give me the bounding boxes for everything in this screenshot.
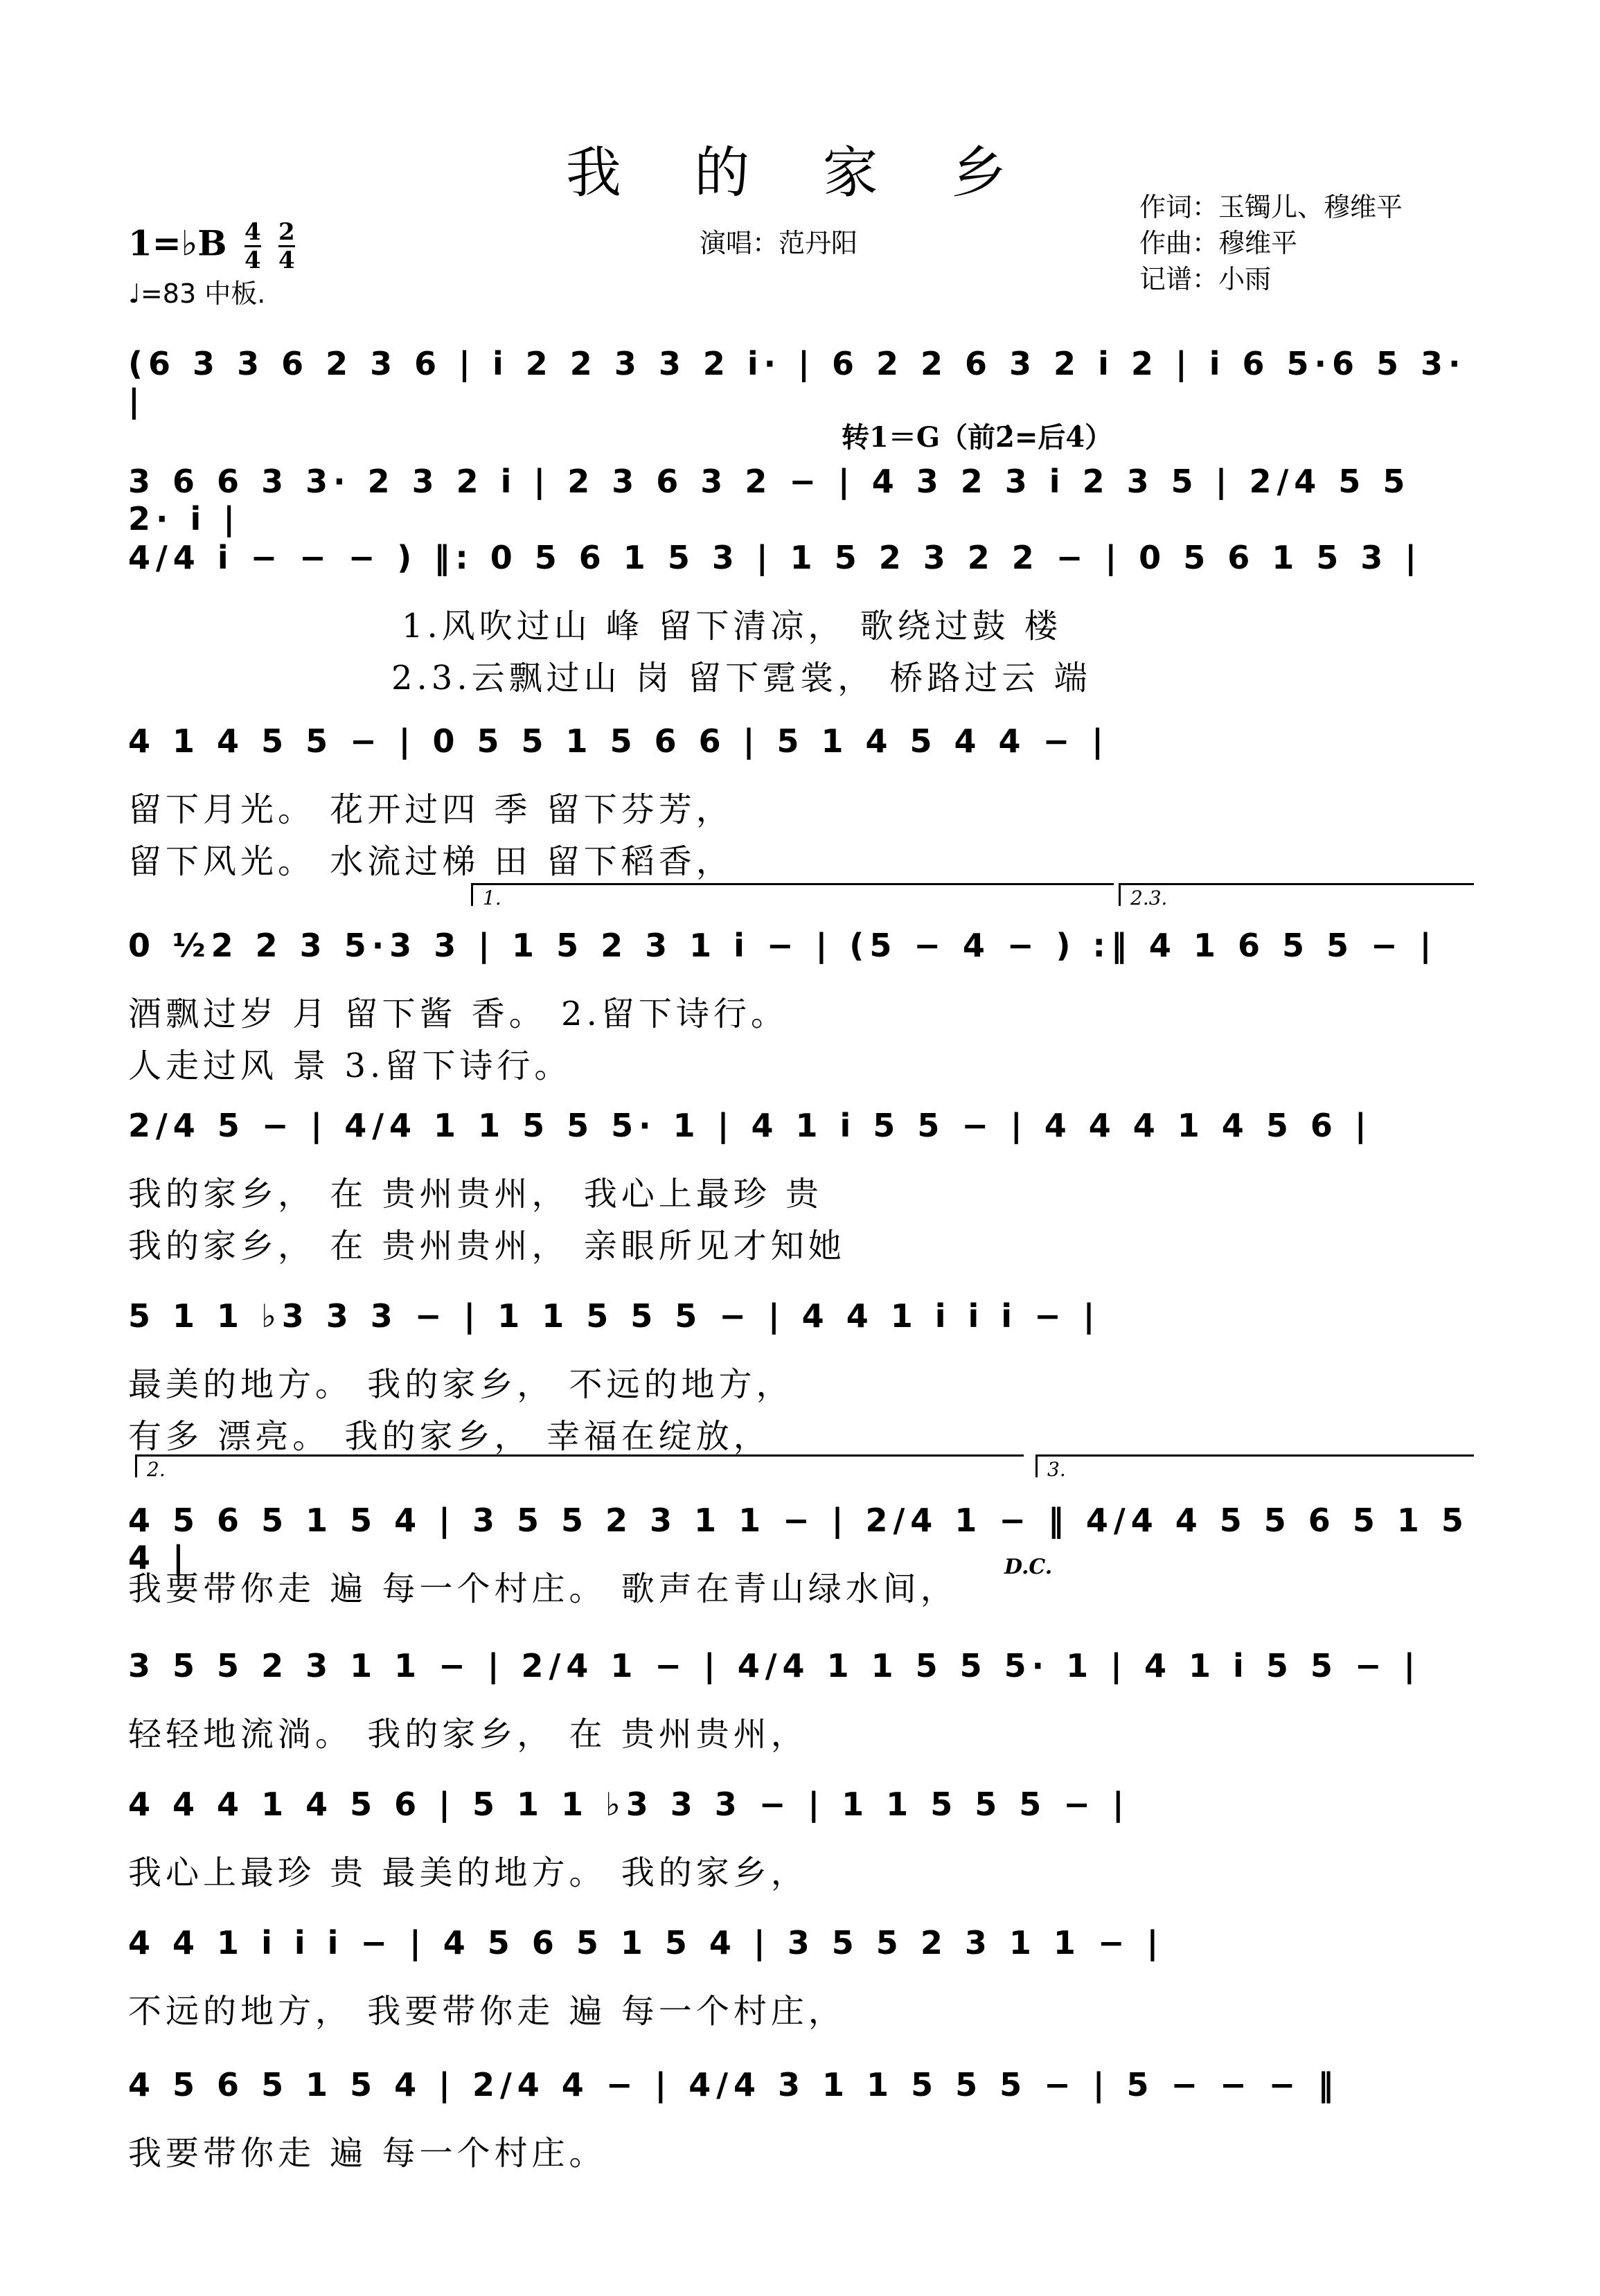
time-signature-4-4: $\frac{4}{4}$ (244, 218, 261, 274)
notation-line: 4 1 4 5 5 − | 0 5 5 1 5 6 6 | 5 1 4 5 4 4 − | (128, 722, 1109, 760)
score-line-12 (128, 2061, 1472, 2171)
composer-credit: 作曲：穆维平 (1139, 228, 1298, 258)
volta-2-3: 2.3. (1119, 883, 1474, 906)
volta-3: 3. (1035, 1454, 1474, 1477)
time-signature-2-4: $\frac{2}{4}$ (278, 218, 295, 274)
lyric-verse-1: 我的家乡， 在 贵州贵州， 我心上最珍 贵 (128, 1175, 824, 1213)
lyric-verse-2: 留下风光。 水流过梯 田 留下稻香， (128, 842, 734, 881)
score-line-3 (128, 533, 1472, 697)
notation-line: 4 4 1 i i i − | 4 5 6 5 1 5 4 | 3 5 5 2 3 1 1 − | (128, 1924, 1164, 1961)
lyric-verse-1: 1.风吹过山 峰 留下清凉， 歌绕过鼓 楼 (402, 607, 1062, 646)
score-line-11 (128, 1919, 1472, 2029)
notation-line: 4 5 6 5 1 5 4 | 3 5 5 2 3 1 1 − | 2/4 1 − ‖ 4/4 4 5 5 6 5 1 5 4 | (128, 1502, 1469, 1576)
notation-line: 5 1 1 ♭3 3 3 − | 1 1 5 5 5 − | 4 4 1 i i i − | (128, 1297, 1101, 1335)
lyric-verse-1: 我要带你走 遍 每一个村庄。 (128, 2134, 607, 2173)
notation-line: 3 5 5 2 3 1 1 − | 2/4 1 − | 4/4 1 1 5 5 5· 1 | 4 1 i 5 5 − | (128, 1647, 1421, 1684)
lyric-verse-1: 我心上最珍 贵 最美的地方。 我的家乡， (128, 1853, 808, 1892)
notation-line: 0 ½2 2 3 5·3 3 | 1 5 2 3 1 i − | (5 − 4 − ) :‖ 4 1 6 5 5 − | (128, 927, 1437, 964)
score-line-9 (128, 1641, 1472, 1752)
lyric-verse-1: 不远的地方， 我要带你走 遍 每一个村庄， (128, 1992, 846, 2031)
song-title: 我 的 家 乡 (565, 141, 1035, 205)
score-line-8 (128, 1496, 1472, 1607)
score-line-6 (128, 1101, 1472, 1265)
dc-marking: D.C. (1004, 1555, 1053, 1579)
tempo-marking: ♩=83 中板. (128, 278, 266, 309)
lyricist-credit: 作词：玉镯儿、穆维平 (1139, 192, 1403, 222)
singer-credit: 演唱：范丹阳 (700, 228, 858, 258)
score-line-10 (128, 1780, 1472, 1891)
score-line-2 (128, 457, 1472, 537)
score-line-1 (128, 339, 1472, 420)
lyric-verse-2: 2.3.云飘过山 岗 留下霓裳， 桥路过云 端 (391, 659, 1092, 697)
score-line-5 (128, 921, 1472, 1085)
notation-line: 3 6 6 3 3· 2 3 2 i | 2 3 6 3 2 − | 4 3 2 3 i 2 3 5 | 2/4 5 5 2· i | (128, 463, 1411, 537)
lyric-verse-2: 有多 漂亮。 我的家乡， 幸福在绽放， (128, 1417, 771, 1456)
lyric-verse-2: 人走过风 景 3.留下诗行。 (128, 1047, 572, 1085)
notation-line: 4/4 i − − − ) ‖: 0 5 6 1 5 3 | 1 5 2 3 2 2 − | 0 5 6 1 5 3 | (128, 539, 1423, 576)
score-line-4 (128, 717, 1472, 881)
lyric-verse-1: 酒飘过岁 月 留下酱 香。 2.留下诗行。 (128, 995, 788, 1033)
score-line-7 (128, 1292, 1472, 1456)
lyric-verse-1: 我要带你走 遍 每一个村庄。 歌声在青山绿水间， (128, 1569, 958, 1608)
lyric-verse-1: 留下月光。 花开过四 季 留下芬芳， (128, 790, 734, 829)
notation-line: 4 5 6 5 1 5 4 | 2/4 4 − | 4/4 3 1 1 5 5 5 − | 5 − − − ‖ (128, 2066, 1340, 2103)
lyric-verse-1: 最美的地方。 我的家乡， 不远的地方， (128, 1365, 794, 1404)
lyric-verse-2: 我的家乡， 在 贵州贵州， 亲眼所见才知她 (128, 1227, 846, 1265)
key-signature (128, 220, 295, 272)
modulation-marking: 转1＝G（前2̇=后4̇） (842, 421, 1113, 454)
volta-1: 1. (471, 883, 1114, 906)
notation-line: 4 4 4 1 4 5 6 | 5 1 1 ♭3 3 3 − | 1 1 5 5 5 − | (128, 1786, 1130, 1823)
notation-line: (6 3 3 6 2 3 6 | i 2 2 3 3 2 i· | 6 2 2 6 3 2 i 2 | i 6 5·6 5 3· | (128, 345, 1466, 420)
volta-2: 2. (135, 1454, 1024, 1477)
notation-line: 2/4 5 − | 4/4 1 1 5 5 5· 1 | 4 1 i 5 5 − | 4 4 4 1 4 5 6 | (128, 1107, 1372, 1144)
lyric-verse-1: 轻轻地流淌。 我的家乡， 在 贵州贵州， (128, 1715, 808, 1754)
transcriber-credit: 记谱：小雨 (1139, 264, 1272, 294)
key-label: 1=♭B (128, 222, 227, 264)
